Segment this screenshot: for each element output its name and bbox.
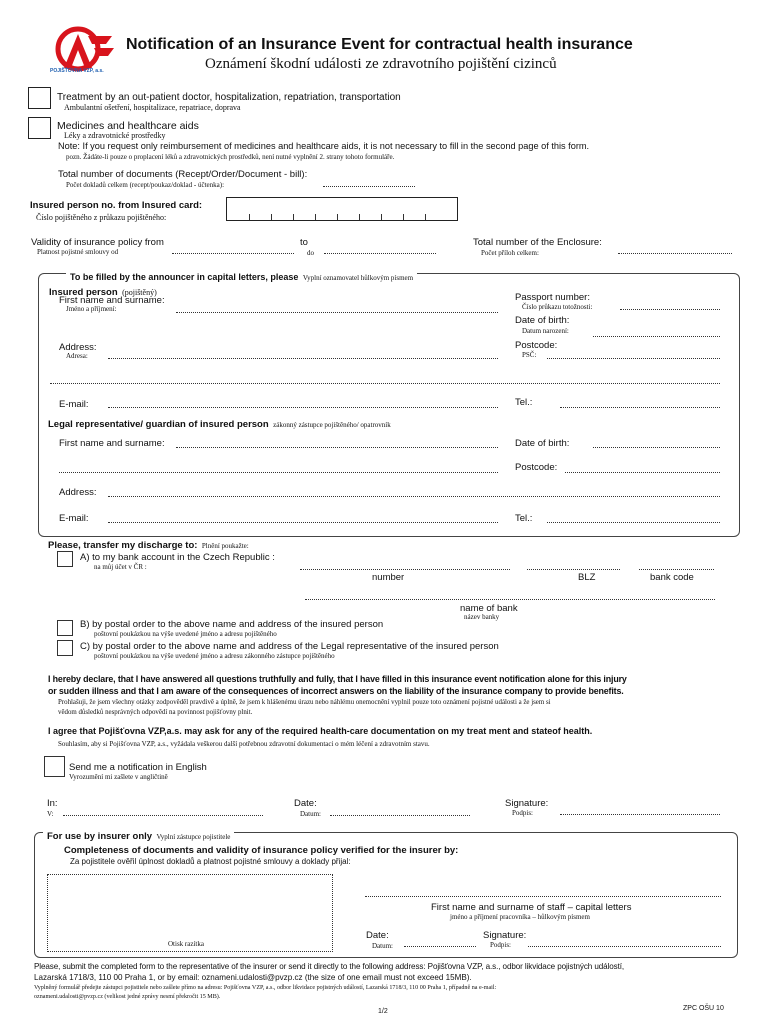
insured-card-number-field[interactable]: [226, 197, 458, 221]
insured-postcode-field[interactable]: [547, 358, 720, 359]
legal-tel-field[interactable]: [547, 522, 720, 523]
legal-postcode-label: Postcode:: [515, 462, 558, 473]
insured-tel-field[interactable]: [560, 407, 720, 408]
insurer-date-field[interactable]: [404, 946, 476, 947]
note-cz: pozn. Žádáte-li pouze o proplacení léků a zdravotnických prostředků, není nutné vyplnění 2. strany tohoto formuláře.: [66, 153, 395, 161]
place-label-cz: V:: [47, 810, 54, 818]
declaration-line-2: or sudden illness and that I am aware of the consequences of incorrect answers on the liability of the insurance company to provide benefits.: [48, 686, 624, 696]
insured-name-label-en: First name and surname:: [59, 295, 165, 306]
insurer-heading: For use by insurer only Vyplní zástupce pojistitele: [43, 826, 234, 844]
logo-caption: POJIŠŤOVNA VZP, a.s.: [50, 68, 104, 74]
staff-name-caption-cz: jméno a příjmení pracovníka – hůlkovým písmem: [450, 913, 590, 921]
signature-field[interactable]: [560, 814, 720, 815]
legal-postcode-field[interactable]: [565, 472, 720, 473]
insured-tel-label: Tel.:: [515, 397, 533, 408]
insured-postcode-label-en: Postcode:: [515, 340, 558, 351]
passport-label-cz: Číslo průkazu totožnosti:: [522, 303, 593, 311]
bank-code-field[interactable]: [639, 569, 714, 570]
bank-name-caption-cz: název banky: [464, 613, 500, 621]
announcer-heading: To be filled by the announcer in capital letters, please Vyplní oznamovatel hůlkovým písmem: [66, 267, 417, 285]
medicines-label-en: Medicines and healthcare aids: [57, 120, 199, 132]
validity-label-en: Validity of insurance policy from: [31, 237, 164, 248]
signature-label-en: Signature:: [505, 798, 549, 809]
insured-person-heading: Insured person (pojištěný): [49, 287, 157, 298]
insurer-signature-label-en: Signature:: [483, 930, 527, 941]
bank-account-label-cz: na můj účet v ČR :: [94, 563, 147, 571]
passport-field[interactable]: [620, 309, 720, 310]
medicines-label-cz: Léky a zdravotnické prostředky: [64, 131, 166, 140]
note-en: Note: If you request only reimbursement of medicines and healthcare aids, it is not necessary to fill in the second page of this form.: [58, 141, 590, 151]
insurer-verify-en: Completeness of documents and validity of insurance policy verified for the insurer by:: [64, 845, 459, 856]
place-field[interactable]: [63, 815, 263, 816]
legal-field-line[interactable]: [59, 472, 498, 473]
english-notification-checkbox[interactable]: [44, 756, 65, 777]
postal-insured-label-cz: poštovní poukázkou na výše uvedené jméno a adresu pojištěného: [94, 630, 277, 638]
account-number-field[interactable]: [300, 569, 510, 570]
insured-email-field[interactable]: [108, 407, 498, 408]
footer-cz-1: Vyplněný formulář předejte zástupci pojistitele nebo zašlete přímo na adresu: Pojišťovna VZP, a.s., odbor likvidace pojistných událostí, Lazarská 1718/3, 110 00 Praha 1, případně na e-mail:: [34, 985, 497, 991]
bank-code-caption: bank code: [650, 572, 694, 583]
insured-address-label-cz: Adresa:: [66, 352, 88, 360]
postal-insured-checkbox[interactable]: [57, 620, 73, 636]
insurer-verify-cz: Za pojistitele ověřil úplnost dokladů a platnost pojistné smlouvy a doklady přijal:: [70, 857, 351, 866]
passport-label-en: Passport number:: [515, 292, 590, 303]
documents-total-cz: Počet dokladů celkem (recept/poukaz/doklad - účtenka):: [66, 181, 225, 189]
english-notification-label-en: Send me a notification in English: [69, 762, 207, 773]
declaration-cz-1: Prohlašuji, že jsem všechny otázky zodpověděl pravdivě a úplně, že jsem k hlášenému úrazu nebo náhlému onemocnění vyplnil pouze toto oznámení pojistné události a že jsem si: [58, 699, 551, 706]
legal-name-label: First name and surname:: [59, 438, 165, 449]
footer-cz-2: oznameni.udalosti@pvzp.cz (velikost jedné zprávy nesmí překročit 15 MB).: [34, 994, 221, 1000]
signature-label-cz: Podpis:: [512, 809, 534, 817]
account-number-caption: number: [372, 572, 405, 583]
insured-dob-field[interactable]: [593, 336, 720, 337]
postal-legal-label-cz: poštovní poukázkou na výše uvedené jméno a adresu zákonného zástupce pojištěného: [94, 652, 335, 660]
legal-name-field[interactable]: [176, 447, 498, 448]
form-code: ZPC OŠU 10: [683, 1005, 724, 1012]
validity-label-cz: Platnost pojistné smlouvy od: [37, 248, 119, 256]
treatment-checkbox[interactable]: [28, 87, 51, 109]
insurer-signature-field[interactable]: [528, 946, 721, 947]
insured-card-label-cz: Číslo pojištěného z průkazu pojištěného:: [36, 213, 167, 222]
insured-dob-label-en: Date of birth:: [515, 315, 570, 326]
postal-legal-label-en: C) by postal order to the above name and address of the Legal representative of the insured person: [80, 641, 499, 652]
footer-en-1: Please, submit the completed form to the representative of the insurer or send it directly to the following address: Pojišťovna VZP, a.s., odbor likvidace pojistných událostí,: [34, 962, 625, 971]
medicines-checkbox[interactable]: [28, 117, 51, 139]
date-field[interactable]: [330, 815, 470, 816]
insured-email-label: E-mail:: [59, 399, 89, 410]
legal-address-field[interactable]: [108, 496, 720, 497]
treatment-label-cz: Ambulantní ošetření, hospitalizace, repatriace, doprava: [64, 103, 241, 112]
footer-en-2: Lazarská 1718/3, 110 00 Praha 1, or by email: oznameni.udalosti@pvzp.cz (the size of one email must not exceed 15MB).: [34, 973, 472, 982]
legal-dob-field[interactable]: [593, 447, 720, 448]
staff-name-field[interactable]: [365, 896, 721, 897]
insured-address-field-2[interactable]: [50, 383, 720, 384]
insured-name-field[interactable]: [176, 312, 498, 313]
bank-account-label-en: A) to my bank account in the Czech Republic :: [80, 552, 275, 563]
enclosure-label-cz: Počet příloh celkem:: [481, 249, 539, 257]
logo-mark-icon: [44, 26, 120, 72]
blz-caption: BLZ: [578, 572, 596, 583]
declaration-cz-2: vědom důsledků nesprávných odpovědí na povinnost pojišťovny plnit.: [58, 709, 253, 716]
declaration-line-1: I hereby declare, that I have answered all questions truthfully and fully, that I have filled in this insurance event notification alone for this injury: [48, 674, 627, 684]
validity-to-field[interactable]: [324, 253, 436, 254]
treatment-label-en: Treatment by an out-patient doctor, hospitalization, repatriation, transportation: [57, 92, 401, 103]
documents-total-en: Total number of documents (Recept/Order/Document - bill):: [58, 169, 308, 180]
company-logo: [44, 26, 120, 78]
insured-dob-label-cz: Datum narození:: [522, 327, 569, 335]
title-cz: Oznámení škodní události ze zdravotního pojištění cizinců: [205, 56, 557, 72]
discharge-heading: Please, transfer my discharge to: Plnění poukažte:: [48, 540, 249, 551]
blz-field[interactable]: [527, 569, 620, 570]
insured-card-label-en: Insured person no. from Insured card:: [30, 200, 203, 211]
bank-account-checkbox[interactable]: [57, 551, 73, 567]
documents-total-field[interactable]: [323, 186, 415, 187]
enclosure-field[interactable]: [618, 253, 732, 254]
insurer-signature-label-cz: Podpis:: [490, 941, 512, 949]
validity-to-cz: do: [307, 249, 314, 257]
postal-insured-label-en: B) by postal order to the above name and address of the insured person: [80, 619, 384, 630]
agreement-en: I agree that Pojišťovna VZP,a.s. may ask for any of the required health-care documentation on my treat ment and stateof health.: [48, 726, 593, 736]
date-label-en: Date:: [294, 798, 317, 809]
legal-heading: Legal representative/ guardian of insured person zákonný zástupce pojištěného/ opatrovník: [48, 419, 391, 430]
insurer-date-label-en: Date:: [366, 930, 389, 941]
postal-legal-checkbox[interactable]: [57, 640, 73, 656]
staff-name-caption-en: First name and surname of staff – capital letters: [431, 902, 632, 913]
insured-address-label-en: Address:: [59, 342, 97, 353]
validity-from-field[interactable]: [172, 253, 294, 254]
legal-email-label: E-mail:: [59, 513, 89, 524]
legal-tel-label: Tel.:: [515, 513, 533, 524]
place-label-en: In:: [47, 798, 58, 809]
insured-address-field-1[interactable]: [108, 358, 498, 359]
insured-name-label-cz: Jméno a příjmení:: [66, 305, 117, 313]
english-notification-label-cz: Vyrozumění mi zašlete v angličtině: [69, 773, 168, 781]
legal-address-label: Address:: [59, 487, 97, 498]
validity-to-en: to: [300, 237, 308, 248]
legal-email-field[interactable]: [108, 522, 498, 523]
page-number: 1/2: [378, 1008, 388, 1015]
stamp-caption: Otisk razítka: [168, 940, 204, 948]
legal-dob-label: Date of birth:: [515, 438, 570, 449]
insured-postcode-label-cz: PSČ:: [522, 351, 537, 359]
enclosure-label-en: Total number of the Enclosure:: [473, 237, 602, 248]
agreement-cz: Souhlasím, aby si Pojišťovna VZP, a.s., vyžádala veškerou další potřebnou zdravotní dokumentaci o mém léčení a zdravotním stavu.: [58, 740, 430, 748]
bank-name-caption-en: name of bank: [460, 603, 518, 614]
bank-name-field[interactable]: [305, 599, 715, 600]
insurer-date-label-cz: Datum:: [372, 942, 393, 950]
date-label-cz: Datum:: [300, 810, 321, 818]
title-en: Notification of an Insurance Event for contractual health insurance: [126, 36, 633, 53]
